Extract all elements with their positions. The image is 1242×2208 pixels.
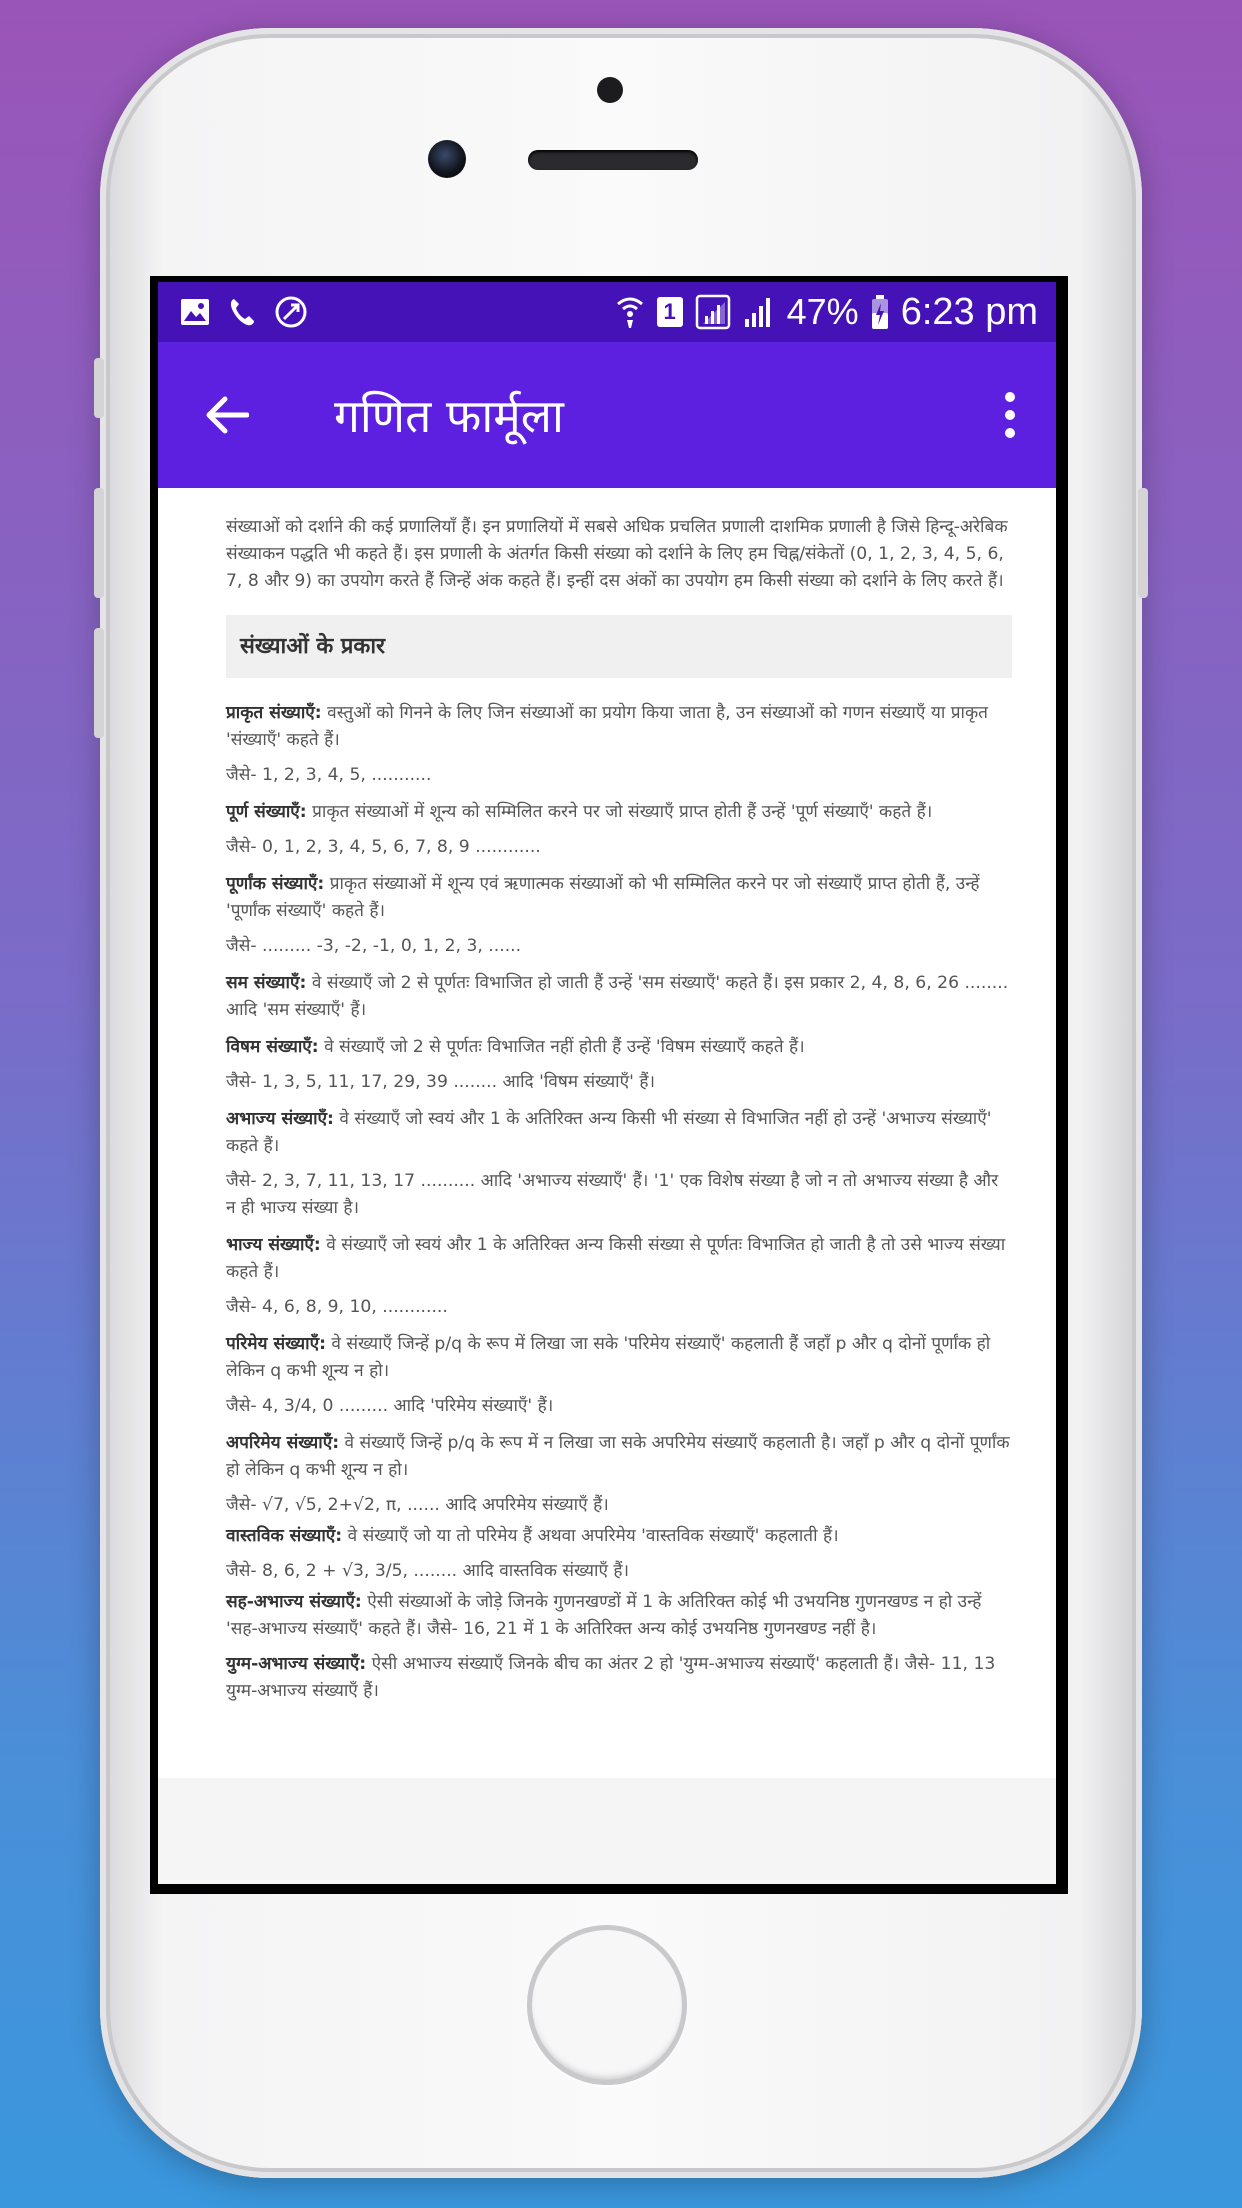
volume-up-button	[94, 488, 104, 598]
sim1-signal-icon	[695, 294, 731, 330]
term: अभाज्य संख्याएँ:	[226, 1109, 334, 1129]
definition-paragraph	[226, 1106, 1012, 1160]
status-bar	[158, 282, 1056, 342]
proximity-sensor	[597, 77, 623, 103]
definition: वे संख्याएँ जो 2 से पूर्णतः विभाजित हो जाती हैं उन्हें 'सम संख्याएँ' कहते हैं। इस प्रकार 2, 4, 8, 6, 26 ........ आदि 'सम संख्याएँ' हैं।	[226, 973, 1009, 1020]
example-line: जैसे- 1, 3, 5, 11, 17, 29, 39 ........ आदि 'विषम संख्याएँ' हैं।	[226, 1072, 655, 1092]
term: पूर्णांक संख्याएँ:	[226, 874, 325, 894]
example-line: जैसे- 0, 1, 2, 3, 4, 5, 6, 7, 8, 9 ............	[226, 837, 541, 857]
definition-paragraph	[226, 1651, 1012, 1705]
definition: प्राकृत संख्याओं में शून्य को सम्मिलित करने पर जो संख्याएँ प्राप्त होती हैं उन्हें 'पूर्ण संख्याएँ' कहते हैं।	[306, 802, 933, 822]
term: अपरिमेय संख्याएँ:	[226, 1433, 340, 1453]
definition: प्राकृत संख्याओं में शून्य एवं ऋणात्मक संख्याओं को भी सम्मिलित करने पर जो संख्याएँ प्राप्त होती हैं, उन्हें 'पूर्णांक संख्याएँ' कहते हैं।	[226, 874, 980, 921]
example-line: जैसे- 1, 2, 3, 4, 5, ...........	[226, 765, 432, 785]
definition: वे संख्याएँ जो या तो परिमेय हैं अथवा अपरिमेय 'वास्तविक संख्याएँ' कहलाती हैं।	[342, 1526, 839, 1546]
data-saver-icon	[274, 295, 308, 329]
definition: ऐसी संख्याओं के जोड़े जिनके गुणनखण्डों में 1 के अतिरिक्त कोई भी उभयनिष्ठ गुणनखण्ड न हो उन्हें 'सह-अभाज्य संख्याएँ' कहते हैं। जैसे- 16, 21 में 1 के अतिरिक्त अन्य कोई उभयनिष्ठ गुणनखण्ड नहीं है।	[226, 1592, 982, 1639]
mute-switch	[94, 358, 104, 418]
sim2-signal-icon	[743, 295, 775, 329]
term: प्राकृत संख्याएँ:	[226, 703, 322, 723]
section-heading-text: संख्याओं के प्रकार	[240, 634, 386, 659]
definition-paragraph	[226, 1034, 1012, 1061]
term: परिमेय संख्याएँ:	[226, 1334, 326, 1354]
definition: वे संख्याएँ जो स्वयं और 1 के अतिरिक्त अन्य किसी संख्या से पूर्णतः विभाजित हो जाती है तो उसे भाज्य संख्या कहते हैं।	[226, 1235, 1006, 1282]
definition: वे संख्याएँ जिन्हें p/q के रूप में लिखा जा सके 'परिमेय संख्याएँ' कहलाती हैं जहाँ p और q दोनों पूर्णांक हो लेकिन q कभी शून्य न हो।	[226, 1334, 991, 1381]
home-button[interactable]	[527, 1925, 687, 2085]
volume-down-button	[94, 628, 104, 738]
sim-indicator: 1	[657, 297, 683, 327]
definition: ऐसी अभाज्य संख्याएँ जिनके बीच का अंतर 2 हो 'युग्म-अभाज्य संख्याएँ' कहलाती हैं। जैसे- 11, 13 युग्म-अभाज्य संख्याएँ हैं।	[226, 1654, 996, 1701]
definition: वे संख्याएँ जो 2 से पूर्णतः विभाजित नहीं होती हैं उन्हें 'विषम संख्याएँ कहते हैं।	[318, 1037, 805, 1057]
definition-paragraph	[226, 1232, 1012, 1286]
wifi-calling-icon	[615, 294, 645, 330]
page-title: गणित फार्मूला	[334, 389, 564, 443]
term: युग्म-अभाज्य संख्याएँ:	[226, 1654, 367, 1674]
definition-paragraph	[226, 1523, 1012, 1550]
battery-charging-icon	[871, 295, 889, 329]
more-vert-icon-dot	[1005, 410, 1015, 420]
power-button	[1138, 488, 1148, 598]
more-vert-icon-dot	[1005, 428, 1015, 438]
example-line: जैसे- 4, 6, 8, 9, 10, ............	[226, 1297, 448, 1317]
definition-paragraph	[226, 1589, 1012, 1643]
clock: 6:23 pm	[900, 290, 1038, 333]
earpiece-speaker	[528, 150, 698, 170]
term: सह-अभाज्य संख्याएँ:	[226, 1592, 362, 1612]
intro-paragraph: संख्याओं को दर्शाने की कई प्रणालियाँ हैं। इन प्रणालियों में सबसे अधिक प्रचलित प्रणाली दाशमिक प्रणाली है जिसे हिन्दू-अरेबिक संख्याकन पद्धति भी कहते हैं। इस प्रणाली के अंतर्गत किसी संख्या को दर्शाने के लिए हम चिह्न/संकेतों (0, 1, 2, 3, 4, 5, 6, 7, 8 और 9) का उपयोग करते हैं जिन्हें अंक कहते हैं। इन्हीं दस अंकों का उपयोग हम किसी संख्या को दर्शाने के लिए करते हैं।	[226, 517, 1008, 591]
definition-paragraph	[226, 970, 1012, 1024]
overflow-menu-button[interactable]	[1000, 392, 1020, 438]
phone-call-icon	[228, 297, 256, 327]
more-vert-icon	[1005, 392, 1015, 402]
battery-percent: 47%	[786, 291, 859, 332]
term: भाज्य संख्याएँ:	[226, 1235, 321, 1255]
term: वास्तविक संख्याएँ:	[226, 1526, 343, 1546]
example-line: जैसे- 8, 6, 2 + √3, 3/5, ........ आदि वास्तविक संख्याएँ हैं।	[226, 1561, 630, 1581]
definition-paragraph	[226, 799, 1012, 826]
article-content[interactable]	[158, 488, 1056, 1778]
definition-paragraph	[226, 871, 1012, 925]
definition-paragraph	[226, 1331, 1012, 1385]
arrow-left-icon	[205, 395, 249, 435]
gallery-notification-icon	[180, 298, 210, 326]
back-button[interactable]	[202, 390, 252, 440]
definition: वे संख्याएँ जो स्वयं और 1 के अतिरिक्त अन्य किसी भी संख्या से विभाजित नहीं हो उन्हें 'अभाज्य संख्याएँ' कहते हैं।	[226, 1109, 992, 1156]
definition: वे संख्याएँ जिन्हें p/q के रूप में न लिखा जा सके अपरिमेय संख्याएँ कहलाती है। जहाँ p और q दोनों पूर्णांक हो लेकिन q कभी शून्य न हो।	[226, 1433, 1010, 1480]
definition-paragraph	[226, 700, 1012, 754]
section-heading	[226, 615, 1012, 678]
example-line: जैसे- 2, 3, 7, 11, 13, 17 .......... आदि 'अभाज्य संख्याएँ' हैं। '1' एक विशेष संख्या है जो न तो अभाज्य संख्या है और न ही भाज्य संख्या है।	[226, 1171, 999, 1218]
term: विषम संख्याएँ:	[226, 1037, 319, 1057]
screen	[158, 282, 1056, 1884]
definition: वस्तुओं को गिनने के लिए जिन संख्याओं का प्रयोग किया जाता है, उन संख्याओं को गणन संख्याएँ या प्राकृत 'संख्याएँ' कहते हैं।	[226, 703, 988, 750]
definition-paragraph	[226, 1430, 1012, 1484]
example-line: जैसे- √7, √5, 2+√2, π, ...... आदि अपरिमेय संख्याएँ हैं।	[226, 1495, 609, 1515]
example-line: जैसे- ......... -3, -2, -1, 0, 1, 2, 3, ......	[226, 936, 522, 956]
term: सम संख्याएँ:	[226, 973, 307, 993]
front-camera	[428, 140, 466, 178]
app-bar	[158, 342, 1056, 488]
term: पूर्ण संख्याएँ:	[226, 802, 307, 822]
example-line: जैसे- 4, 3/4, 0 ......... आदि 'परिमेय संख्याएँ' हैं।	[226, 1396, 554, 1416]
